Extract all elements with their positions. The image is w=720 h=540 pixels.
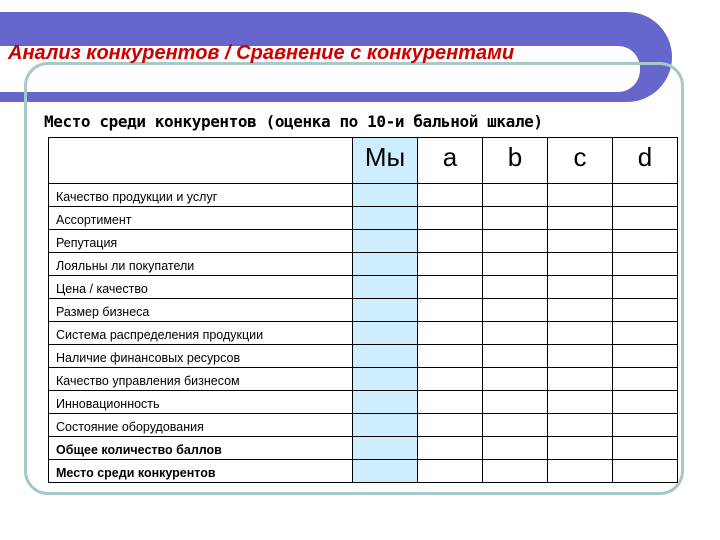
score-cell-b: [483, 276, 548, 299]
table-header-row: [49, 138, 678, 184]
score-cell-c: [548, 322, 613, 345]
score-cell-b: [483, 437, 548, 460]
table-row: [49, 184, 678, 207]
criterion-label: Размер бизнеса: [49, 299, 353, 322]
criterion-label: Система распределения продукции: [49, 322, 353, 345]
score-cell-us: [353, 207, 418, 230]
column-header-b: b: [483, 138, 548, 184]
criterion-label: Состояние оборудования: [49, 414, 353, 437]
criterion-label: Наличие финансовых ресурсов: [49, 345, 353, 368]
criterion-label: Качество управления бизнесом: [49, 368, 353, 391]
score-cell-d: [613, 276, 678, 299]
summary-label-rank: Место среди конкурентов: [49, 460, 353, 483]
score-cell-us: [353, 276, 418, 299]
score-cell-us: [353, 345, 418, 368]
table-row: [49, 207, 678, 230]
criterion-label: Лояльны ли покупатели: [49, 253, 353, 276]
header-criterion-cell: [49, 138, 353, 184]
score-cell-c: [548, 184, 613, 207]
score-cell-b: [483, 322, 548, 345]
score-cell-a: [418, 253, 483, 276]
score-cell-c: [548, 391, 613, 414]
comparison-table: [48, 137, 678, 483]
score-cell-a: [418, 437, 483, 460]
score-cell-us: [353, 368, 418, 391]
score-cell-d: [613, 184, 678, 207]
score-cell-c: [548, 230, 613, 253]
section-subtitle: Место среди конкурентов (оценка по 10-и бальной шкале): [44, 112, 543, 131]
score-cell-c: [548, 345, 613, 368]
score-cell-d: [613, 437, 678, 460]
score-cell-c: [548, 414, 613, 437]
score-cell-c: [548, 460, 613, 483]
table-row: [49, 253, 678, 276]
column-header-a: a: [418, 138, 483, 184]
score-cell-d: [613, 414, 678, 437]
score-cell-c: [548, 207, 613, 230]
score-cell-d: [613, 460, 678, 483]
score-cell-a: [418, 184, 483, 207]
score-cell-b: [483, 345, 548, 368]
score-cell-d: [613, 345, 678, 368]
table-row: [49, 276, 678, 299]
score-cell-d: [613, 207, 678, 230]
score-cell-b: [483, 460, 548, 483]
score-cell-us: [353, 437, 418, 460]
table-row: [49, 322, 678, 345]
score-cell-a: [418, 460, 483, 483]
score-cell-us: [353, 230, 418, 253]
score-cell-us: [353, 184, 418, 207]
column-header-d: d: [613, 138, 678, 184]
summary-row-total: [49, 437, 678, 460]
column-header-c: c: [548, 138, 613, 184]
score-cell-d: [613, 299, 678, 322]
score-cell-a: [418, 207, 483, 230]
table-row: [49, 414, 678, 437]
score-cell-d: [613, 322, 678, 345]
column-header-us: Мы: [353, 138, 418, 184]
table-row: [49, 368, 678, 391]
table-row: [49, 345, 678, 368]
score-cell-a: [418, 322, 483, 345]
criterion-label: Ассортимент: [49, 207, 353, 230]
score-cell-b: [483, 414, 548, 437]
score-cell-us: [353, 460, 418, 483]
score-cell-a: [418, 414, 483, 437]
score-cell-b: [483, 391, 548, 414]
score-cell-c: [548, 253, 613, 276]
score-cell-b: [483, 184, 548, 207]
summary-row-rank: [49, 460, 678, 483]
score-cell-a: [418, 276, 483, 299]
criterion-label: Инновационность: [49, 391, 353, 414]
score-cell-d: [613, 368, 678, 391]
criterion-label: Цена / качество: [49, 276, 353, 299]
page-title: Анализ конкурентов / Сравнение с конкурентами: [8, 42, 515, 64]
score-cell-b: [483, 368, 548, 391]
score-cell-us: [353, 391, 418, 414]
score-cell-b: [483, 253, 548, 276]
score-cell-c: [548, 437, 613, 460]
score-cell-d: [613, 253, 678, 276]
score-cell-b: [483, 230, 548, 253]
summary-label-total: Общее количество баллов: [49, 437, 353, 460]
score-cell-d: [613, 230, 678, 253]
score-cell-us: [353, 253, 418, 276]
score-cell-a: [418, 368, 483, 391]
score-cell-d: [613, 391, 678, 414]
criterion-label: Репутация: [49, 230, 353, 253]
score-cell-a: [418, 299, 483, 322]
table-row: [49, 230, 678, 253]
score-cell-a: [418, 230, 483, 253]
table-row: [49, 391, 678, 414]
score-cell-us: [353, 299, 418, 322]
score-cell-us: [353, 322, 418, 345]
score-cell-c: [548, 276, 613, 299]
score-cell-b: [483, 207, 548, 230]
score-cell-us: [353, 414, 418, 437]
score-cell-b: [483, 299, 548, 322]
score-cell-c: [548, 368, 613, 391]
criterion-label: Качество продукции и услуг: [49, 184, 353, 207]
score-cell-a: [418, 391, 483, 414]
table-row: [49, 299, 678, 322]
score-cell-c: [548, 299, 613, 322]
score-cell-a: [418, 345, 483, 368]
